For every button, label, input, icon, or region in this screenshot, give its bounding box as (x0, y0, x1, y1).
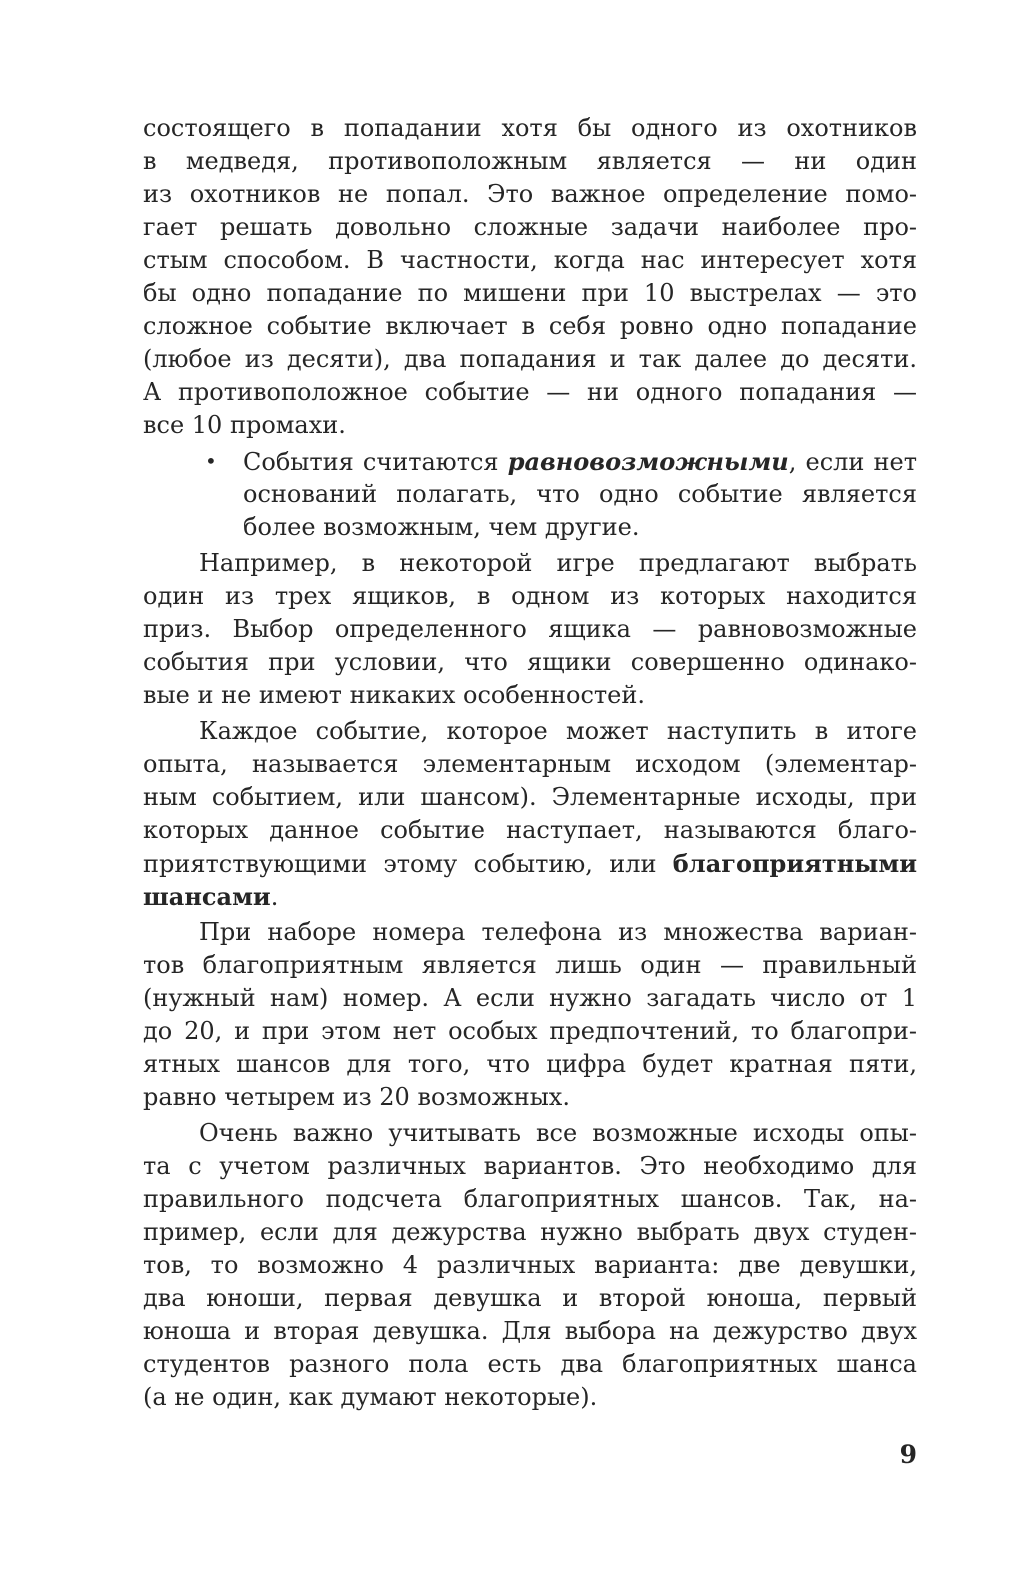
text-line: правильного подсчета благоприятных шансов. Так, на- (143, 1185, 917, 1213)
text-line: Например, в некоторой игре предлагают выбрать (199, 549, 917, 577)
text-line: (нужный нам) номер. А если нужно загадать число от 1 (143, 984, 917, 1012)
text-line: тов, то возможно 4 различных варианта: две девушки, (143, 1251, 917, 1279)
text-line: один из трех ящиков, в одном из которых находится (143, 582, 917, 610)
text-line: гает решать довольно сложные задачи наиболее про- (143, 213, 917, 241)
page-body (143, 112, 917, 1414)
text-line: опыта, называется элементарным исходом (элементар- (143, 750, 917, 778)
text-line: которых данное событие наступает, называются благо- (143, 816, 917, 844)
text-run: События считаются (243, 448, 508, 476)
text-line (143, 880, 917, 913)
text-line: состоящего в попадании хотя бы одного из охотников (143, 114, 917, 142)
text-line: все 10 промахи. (143, 411, 346, 439)
bullet-marker: • (205, 449, 217, 473)
text-line: более возможным, чем другие. (243, 513, 640, 541)
text-line: в медведя, противоположным является — ни один (143, 147, 917, 175)
paragraph-5 (143, 1117, 917, 1414)
text-line: (любое из десяти), два попадания и так далее до десяти. (143, 345, 917, 373)
defined-term: равновозможными (507, 447, 789, 476)
text-line: тов благоприятным является лишь один — правильный (143, 951, 917, 979)
bold-term: благоприятными (672, 849, 917, 878)
bold-term: шансами (143, 882, 271, 911)
text-line: стым способом. В частности, когда нас интересует хотя (143, 246, 917, 274)
paragraph-1 (143, 112, 917, 442)
definition-bullet (205, 445, 917, 544)
page-number: 9 (899, 1440, 917, 1469)
text-line: Каждое событие, которое может наступить в итоге (199, 717, 917, 745)
text-line: При наборе номера телефона из множества вариан- (199, 918, 917, 946)
text-line: равно четырем из 20 возможных. (143, 1083, 570, 1111)
text-line: пример, если для дежурства нужно выбрать двух студен- (143, 1218, 917, 1246)
text-line: оснований полагать, что одно событие является (243, 480, 917, 508)
paragraph-4 (143, 916, 917, 1114)
text-line: Очень важно учитывать все возможные исходы опы- (199, 1119, 917, 1147)
text-line: два юноши, первая девушка и второй юноша, первый (143, 1284, 917, 1312)
text-line: сложное событие включает в себя ровно одно попадание (143, 312, 917, 340)
text-line: ятных шансов для того, что цифра будет кратная пяти, (143, 1050, 917, 1078)
text-line (143, 847, 917, 880)
text-line: студентов разного пола есть два благоприятных шанса (143, 1350, 917, 1378)
text-run: приятствующими этому событию, или (143, 850, 673, 878)
text-line: (а не один, как думают некоторые). (143, 1383, 598, 1411)
text-run: , если нет (788, 448, 917, 476)
paragraph-3 (143, 715, 917, 913)
text-line: ным событием, или шансом). Элементарные исходы, при (143, 783, 917, 811)
text-run: . (270, 883, 279, 911)
text-line: юноша и вторая девушка. Для выбора на дежурство двух (143, 1317, 917, 1345)
text-line: вые и не имеют никаких особенностей. (143, 681, 646, 709)
text-line: приз. Выбор определенного ящика — равновозможные (143, 615, 917, 643)
text-line: до 20, и при этом нет особых предпочтений, то благопри- (143, 1017, 917, 1045)
text-line: та с учетом различных вариантов. Это необходимо для (143, 1152, 917, 1180)
text-line: бы одно попадание по мишени при 10 выстрелах — это (143, 279, 917, 307)
text-line: А противоположное событие — ни одного попадания — (143, 378, 917, 406)
text-line: события при условии, что ящики совершенно одинако- (143, 648, 917, 676)
text-line (243, 445, 917, 478)
text-line: из охотников не попал. Это важное определение помо- (143, 180, 917, 208)
paragraph-2 (143, 547, 917, 712)
